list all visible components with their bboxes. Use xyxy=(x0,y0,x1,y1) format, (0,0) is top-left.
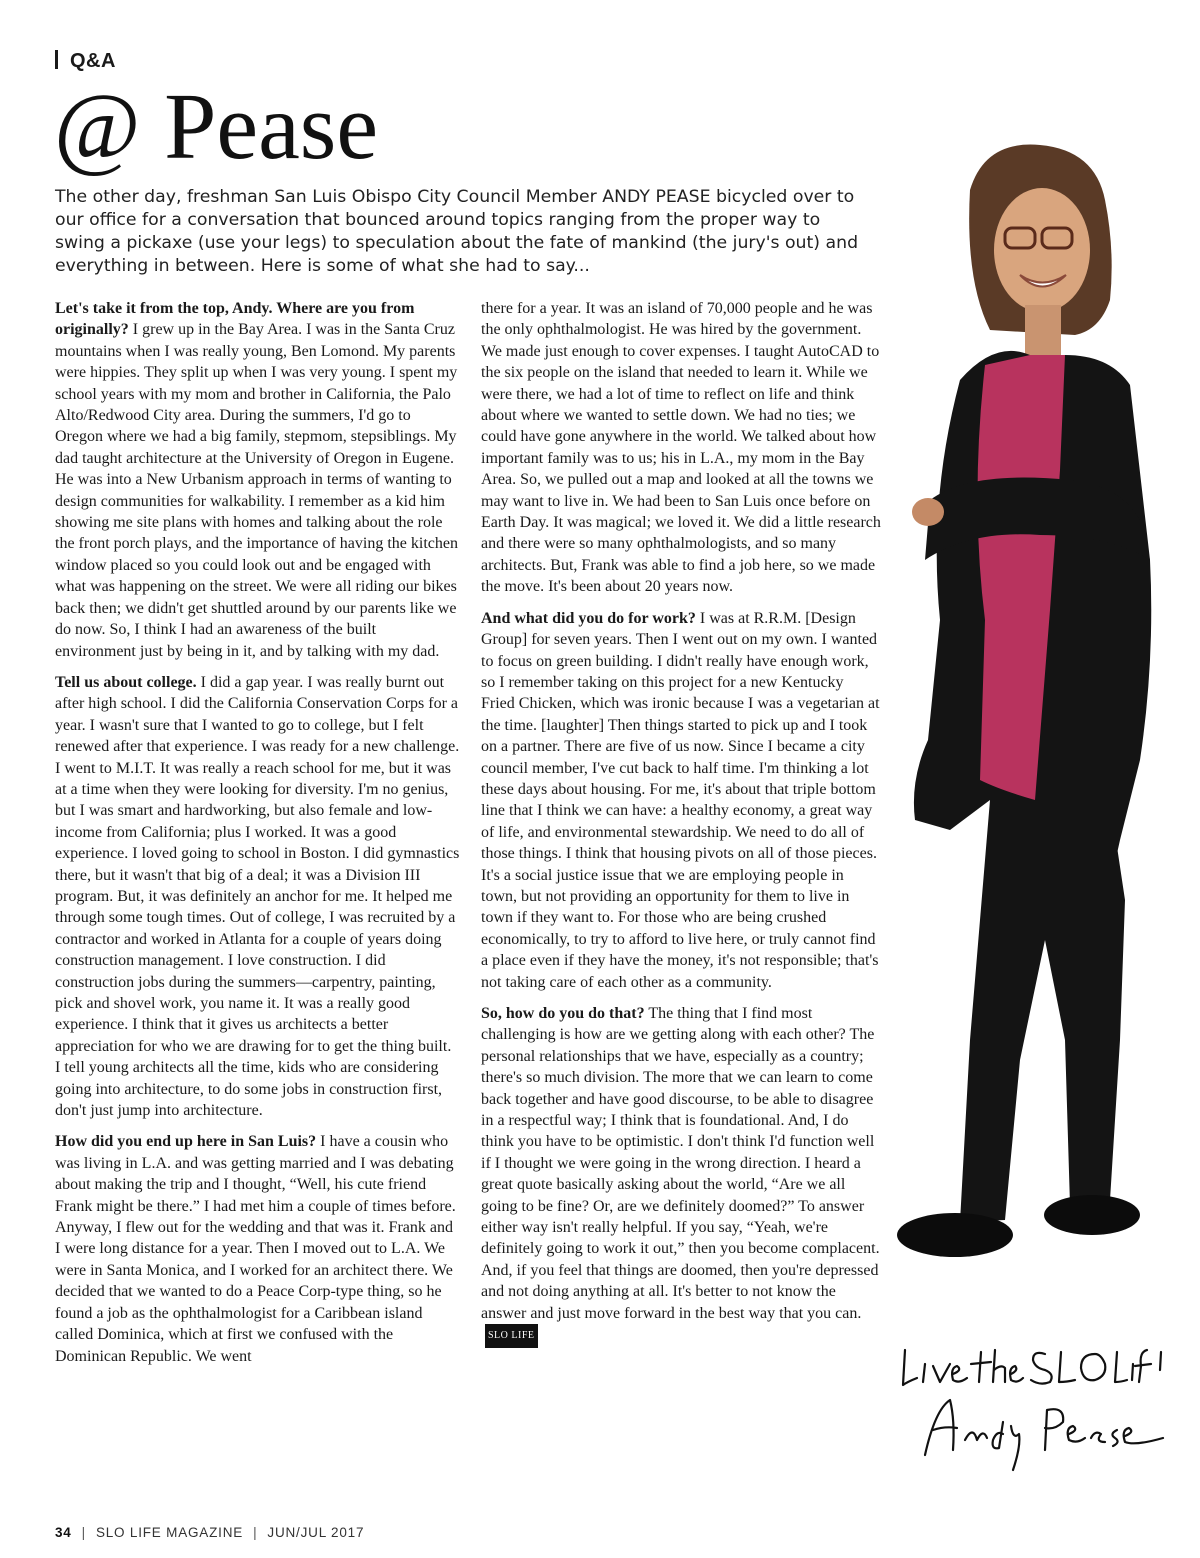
right-column xyxy=(481,298,881,1358)
footer-separator: | xyxy=(81,1525,86,1540)
answer: I was at R.R.M. [Design Group] for seven years. Then I went out on my own. I wanted to focus on green building. I didn't really have enough work, so I remember taking on this project for a new Kentucky Fried Chicken, which was ironic because I was a vegetarian at the time. [laughter] Then things started to pick up and I took on a partner. There are five of us now. Since I became a city council member, I've cut back to half time. I'm thinking a lot these days about housing. For me, it's about that triple bottom line that I think we can have: a healthy economy, a great way of life, and environmental stewardship. We need to do all of those things. I think that housing pivots on all of those pieces. It's a social justice issue that we are employing people in town, but not providing an opportunity for them to live in town if they want to. For those who are being crushed economically, to try to afford to live here, or truly cannot find a place even if they have the money, it's not responsible; that's not taking care of each other as a community. xyxy=(481,609,880,991)
magazine-name: SLO LIFE MAGAZINE xyxy=(95,1525,244,1540)
end-mark: SLO LIFE xyxy=(485,1324,538,1347)
photo-face xyxy=(994,188,1090,312)
question: Tell us about college. xyxy=(55,673,197,691)
answer: I grew up in the Bay Area. I was in the Santa Cruz mountains when I was really young, Ben Lomond. My parents were hippies. They split up when I was very young. I spent my school years with my mom and brother in California, the Palo Alto/Redwood City area. During the summers, I'd go to Oregon where we had a big family, stepmom, stepsiblings. My dad taught architecture at the University of Oregon in Eugene. He was into a New Urbanism approach in terms of wanting to design communities for walkability. I remember as a kid him showing me site plans with homes and talking about the role the front porch plays, and the importance of having the kitchen window placed so you could look out and be engaged with what was happening on the street. We were all riding our bikes back then; we didn't get shuttled around by our parents like we do now. So, I think I had an awareness of the built environment just by being in it, and by talking with my dad. xyxy=(55,321,458,660)
qa-block xyxy=(55,672,460,1122)
issue-date: JUN/JUL 2017 xyxy=(267,1525,365,1540)
question: Let's take it from the top, Andy. Where are you from originally? xyxy=(55,300,415,339)
answer: The thing that I find most challenging is how are we getting along with each other? The personal relationships that we have, especially as a country; there's so much division. The more that we can learn to come back together and have good discourse, to be able to disagree in a respectful way; I think that is foundational. And, I do think you have to be optimistic. I don't think I'd function well if I thought we were going in the wrong direction. I heard a great quote basically asking about the world, “Are we all going to be fine? Or, are we definitely doomed?” To answer either way isn't really helpful. If you say, “Yeah, we're definitely going to work it out,” then you become complacent. And, if you feel that things are doomed, then you're depressed and not doing anything at all. It's better to not know the answer and just move forward in the best way that you can. xyxy=(481,1005,880,1322)
answer: there for a year. It was an island of 70,000 people and he was the only ophthalmologist. He was hired by the government. We made just enough to cover expenses. I taught AutoCAD to the six people on the island that needed to learn it. While we were there, we had a lot of time to reflect on life and think about where we wanted to settle down. We had no ties; we could have gone anywhere in the world. We talked about how important family was to us; his in L.A., my mom in the Bay Area. So, we pulled out a map and looked at all the towns we may want to live in. We had been to San Luis once before on Earth Day. It was magical; we loved it. We did a little research and there were so many ophthalmologists, and so many architects. But, Frank was able to find a job here, so we made the move. It's been about 20 years now. xyxy=(481,300,881,596)
question: How did you end up here in San Luis? xyxy=(55,1133,317,1151)
handwritten-signature xyxy=(895,1330,1165,1480)
photo-legs xyxy=(960,800,1125,1222)
qa-block xyxy=(55,298,460,662)
photo-hand xyxy=(912,498,944,526)
page-footer xyxy=(55,1525,364,1540)
answer: I have a cousin who was living in L.A. and was getting married and I was debating about making the trip and I thought, “Well, his cute friend Frank might be there.” I had met him a couple of times before. Anyway, I flew out for the wedding and that was it. Frank and I were long distance for a year. Then I moved out to L.A. We were in Santa Monica, and I worked for an architect there. We decided that we wanted to do a Peace Corp-type thing, so he found a job as the ophthalmologist for a Caribbean island called Dominica, which at first we confused with the Dominican Republic. We went xyxy=(55,1133,456,1365)
section-label: Q&A xyxy=(70,50,116,72)
qa-block xyxy=(481,608,881,993)
section-bar xyxy=(55,50,58,69)
question: And what did you do for work? xyxy=(481,609,696,627)
qa-block xyxy=(481,298,881,598)
qa-block xyxy=(55,1131,460,1366)
answer: I did a gap year. I was really burnt out after high school. I did the California Conservation Corps for a year. I wasn't sure that I wanted to go to college, but I felt renewed after that experience. I was ready for a new challenge. I went to M.I.T. It was really a reach school for me, but it was at a time when they were looking for diversity. I'm no genius, but I was smart and hardworking, but also female and low-income from California; plus I worked. It was a good experience. I loved going to school in Boston. I did gymnastics there, but it wasn't that big of a deal; it was a Division III program. But, it was definitely an anchor for me. It helped me through some tough times. Out of college, I was recruited by a contractor and worked in Atlanta for a couple of years doing construction management. I love construction. I did construction jobs during the summers—carpentry, painting, pick and shovel work, you name it. It was a really good experience. I think that it gives us architects a better appreciation for who we are drawing for to get the thing built. I tell young architects all the time, kids who are considering going into architecture, to do some jobs in construction first, don't just jump into architecture. xyxy=(55,673,460,1120)
question: So, how do you do that? xyxy=(481,1005,645,1022)
footer-separator: | xyxy=(253,1525,258,1540)
section-tag xyxy=(55,50,116,73)
headline: @ Pease xyxy=(54,75,379,179)
qa-block xyxy=(481,1003,881,1348)
photo-shoe-right xyxy=(1044,1195,1140,1235)
photo-shoe-left xyxy=(897,1213,1013,1257)
intro-paragraph: The other day, freshman San Luis Obispo City Council Member ANDY PEASE bicycled over to our office for a conversation that bounced around topics ranging from the proper way to swing a pickaxe (use your legs) to speculation about the fate of mankind (the jury's out) and everything in between. Here is some of what she had to say... xyxy=(55,187,859,276)
page-number: 34 xyxy=(55,1525,72,1540)
photo-neck xyxy=(1025,305,1061,355)
left-column xyxy=(55,298,460,1377)
